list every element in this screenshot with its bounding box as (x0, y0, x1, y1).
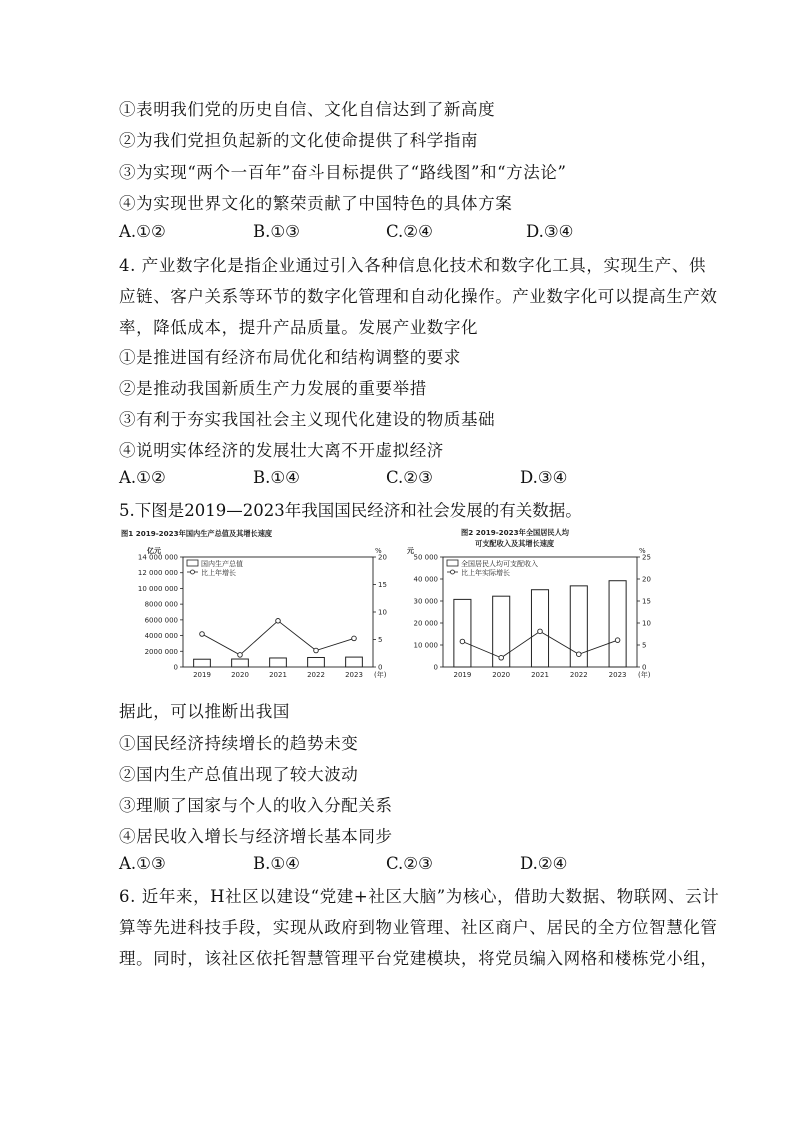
right-tick-label: 20 (642, 575, 651, 584)
q4-option-c: C.②③ (386, 468, 433, 487)
growth-point (314, 648, 319, 653)
legend-line-label: 比上年实际增长 (461, 569, 510, 577)
chart-1-svg (119, 527, 395, 689)
right-axis-unit: % (639, 547, 646, 555)
left-tick-label: 4000 000 (144, 632, 178, 641)
q5-item-1: ①国民经济持续增长的趋势未变 (119, 734, 359, 753)
x-tick-label: 2022 (307, 671, 325, 679)
right-tick-label: 5 (378, 636, 383, 644)
right-tick-label: 10 (378, 608, 387, 617)
q4-stem-line-3: 率，降低成本，提升产品质量。发展产业数字化 (119, 318, 479, 337)
growth-point (577, 652, 582, 657)
left-tick-label: 50 000 (413, 553, 438, 562)
q4-option-d: D.③④ (520, 468, 568, 487)
x-tick-label: 2020 (492, 671, 511, 679)
q5-option-d: D.②④ (520, 854, 568, 873)
right-tick-label: 15 (642, 597, 651, 606)
q4-option-a: A.①② (119, 468, 166, 487)
chart-title: 图1 2019-2023年国内生产总值及其增长速度 (121, 529, 273, 538)
growth-point (238, 653, 243, 658)
left-tick-label: 0 (433, 663, 438, 672)
q4-stem-line-1: 4. 产业数字化是指企业通过引入各种信息化技术和数字化工具，实现生产、供 (119, 256, 707, 275)
left-axis-unit: 亿元 (147, 547, 161, 555)
q4-item-4: ④说明实体经济的发展壮大离不开虚拟经济 (119, 441, 444, 460)
q4-item-2: ②是推动我国新质生产力发展的重要举措 (119, 379, 427, 398)
left-tick-label: 20 000 (413, 619, 438, 628)
q5-option-b: B.①④ (253, 854, 300, 873)
bar (270, 658, 287, 667)
q5-intro: 5.下图是2019—2023年我国国民经济和社会发展的有关数据。 (119, 501, 582, 520)
growth-point (615, 638, 620, 643)
right-tick-label: 5 (642, 641, 647, 650)
q3-option-d: D.③④ (526, 222, 574, 241)
left-tick-label: 8000 000 (144, 600, 178, 609)
growth-point (499, 655, 504, 660)
growth-point (460, 639, 465, 644)
left-tick-label: 30 000 (413, 597, 438, 606)
q3-option-a: A.①② (119, 222, 166, 241)
q5-item-4: ④居民收入增长与经济增长基本同步 (119, 827, 393, 846)
q4-item-1: ①是推进国有经济布局优化和结构调整的要求 (119, 348, 461, 367)
q5-option-c: C.②③ (386, 854, 433, 873)
x-tick-label: 2021 (531, 671, 549, 679)
bar (232, 659, 249, 667)
q3-item-3: ③为实现“两个一百年”奋斗目标提供了“路线图”和“方法论” (119, 163, 567, 182)
right-axis-unit: % (375, 547, 382, 555)
right-tick-label: 15 (378, 581, 387, 589)
right-tick-label: 25 (642, 553, 651, 562)
legend-bar-label: 全国居民人均可支配收入 (461, 560, 538, 568)
growth-point (538, 629, 543, 634)
legend-line-marker (191, 570, 195, 574)
x-tick-label: 2020 (231, 671, 249, 679)
x-axis-unit: (年) (374, 671, 387, 679)
x-tick-label: 2023 (345, 671, 363, 679)
q3-item-4: ④为实现世界文化的繁荣贡献了中国特色的具体方案 (119, 194, 513, 213)
legend-line-marker (451, 570, 455, 574)
q6-stem-line-3: 理。同时，该社区依托智慧管理平台党建模块，将党员编入网格和楼栋党小组， (119, 949, 718, 968)
bar (194, 659, 211, 667)
q3-option-b: B.①③ (253, 222, 300, 241)
chart-title-line: 图2 2019-2023年全国居民人均 (461, 528, 569, 537)
q5-option-a: A.①③ (119, 854, 166, 873)
left-tick-label: 14 000 000 (137, 553, 178, 562)
x-tick-label: 2022 (569, 671, 588, 679)
x-tick-label: 2021 (269, 671, 287, 679)
x-tick-label: 2019 (453, 671, 472, 679)
q4-item-3: ③有利于夯实我国社会主义现代化建设的物质基础 (119, 410, 496, 429)
right-tick-label: 10 (642, 619, 651, 628)
left-tick-label: 10 000 (413, 641, 438, 650)
q5-item-3: ③理顺了国家与个人的收入分配关系 (119, 796, 393, 815)
bar (454, 599, 471, 667)
right-tick-label: 0 (642, 663, 647, 672)
left-tick-label: 6000 000 (144, 616, 178, 625)
legend-bar-swatch (447, 560, 458, 566)
left-tick-label: 0 (173, 663, 178, 672)
figure-1-gdp-chart (119, 527, 395, 689)
q3-item-1: ①表明我们党的历史自信、文化自信达到了新高度 (119, 100, 496, 119)
q6-stem-line-1: 6. 近年来，H社区以建设“党建+社区大脑”为核心，借助大数据、物联网、云计 (119, 887, 720, 906)
q4-option-b: B.①④ (253, 468, 300, 487)
bar (531, 590, 548, 667)
growth-point (200, 632, 205, 637)
right-tick-label: 20 (378, 553, 387, 562)
legend-bar-swatch (187, 560, 198, 566)
q5-prompt: 据此，可以推断出我国 (119, 702, 290, 721)
q3-option-c: C.②④ (386, 222, 433, 241)
q6-stem-line-2: 算等先进科技手段，实现从政府到物业管理、社区商户、居民的全方位智慧化管 (119, 918, 718, 937)
legend-bar-label: 国内生产总值 (201, 560, 243, 568)
left-tick-label: 2000 000 (144, 647, 178, 656)
right-tick-label: 0 (378, 663, 383, 672)
bar (346, 657, 363, 667)
bar (609, 581, 626, 667)
legend-line-label: 比上年增长 (201, 569, 236, 577)
left-tick-label: 12 000 000 (137, 569, 178, 578)
q4-stem-line-2: 应链、客户关系等环节的数字化管理和自动化操作。产业数字化可以提高生产效 (119, 287, 718, 306)
left-axis-unit: 元 (407, 547, 414, 555)
q3-item-2: ②为我们党担负起新的文化使命提供了科学指南 (119, 131, 479, 150)
left-tick-label: 10 000 000 (137, 584, 178, 593)
chart-title-line: 可支配收入及其增长速度 (475, 539, 555, 548)
left-tick-label: 40 000 (413, 575, 438, 584)
x-tick-label: 2023 (608, 671, 627, 679)
growth-line (202, 621, 354, 655)
growth-point (276, 619, 281, 624)
x-tick-label: 2019 (193, 671, 211, 679)
q5-item-2: ②国内生产总值出现了较大波动 (119, 765, 359, 784)
bar (308, 657, 325, 667)
x-axis-unit: (年) (638, 671, 651, 679)
chart-2-svg (403, 527, 659, 689)
figure-2-income-chart (403, 527, 659, 689)
growth-point (352, 636, 357, 641)
